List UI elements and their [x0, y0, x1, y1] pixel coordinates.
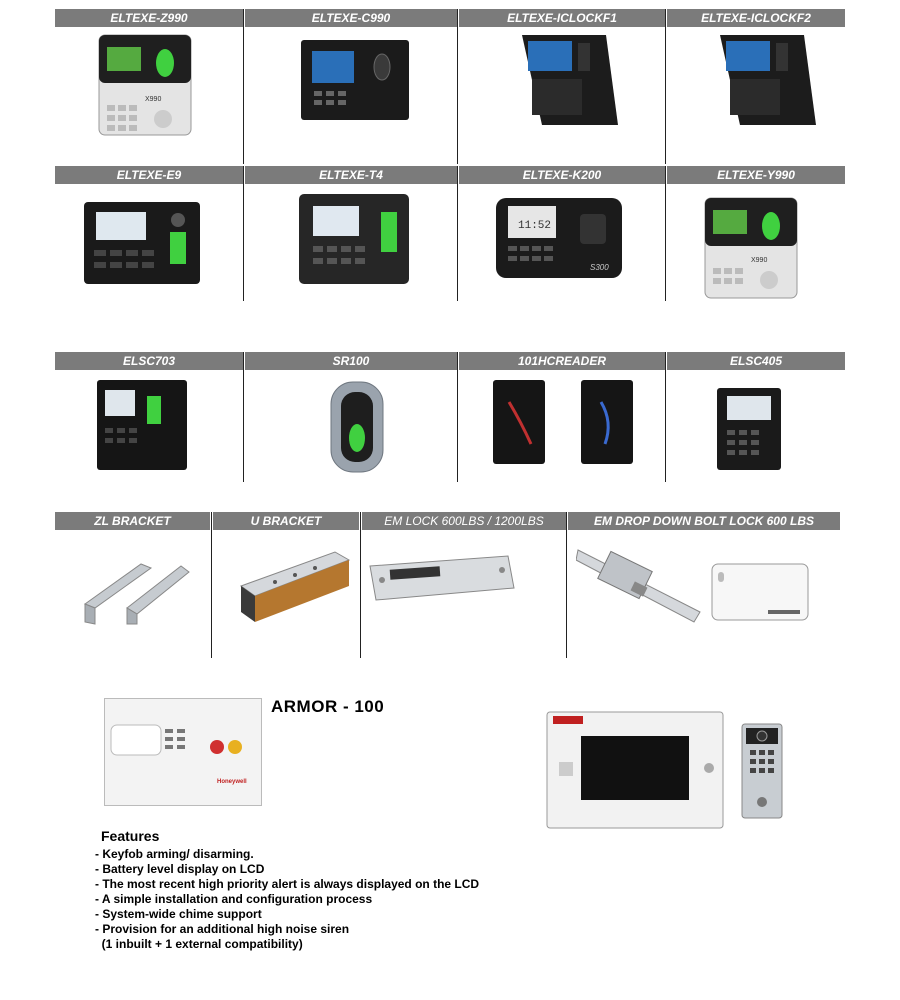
armor-brand-text: Honeywell	[217, 779, 247, 785]
product-image-eltexe-e9	[82, 200, 202, 286]
product-label: SR100	[245, 352, 457, 370]
divider	[243, 9, 244, 164]
video-door-phone-image[interactable]	[545, 710, 725, 830]
product-label: ELTEXE-Y990	[667, 166, 845, 184]
divider	[360, 512, 361, 658]
feature-item: - Provision for an additional high noise siren	[95, 922, 350, 936]
features-heading: Features	[101, 828, 160, 844]
product-image-u-bracket	[235, 546, 355, 626]
divider	[566, 512, 567, 658]
product-row-2	[0, 166, 900, 301]
product-image-elsc405	[715, 386, 785, 474]
product-label: ELTEXE-C990	[245, 9, 457, 27]
door-camera-unit-image[interactable]	[740, 722, 784, 820]
features-list	[95, 847, 615, 952]
product-image-sr100	[327, 380, 387, 476]
feature-item: (1 inbuilt + 1 external compatibility)	[95, 937, 303, 951]
divider	[665, 166, 666, 301]
product-image-em-lock	[368, 552, 518, 604]
device-model-text: X990	[751, 257, 768, 264]
divider	[665, 9, 666, 164]
product-image-eltexe-c990	[300, 39, 410, 124]
product-image-eltexe-iclockf2	[712, 31, 822, 131]
product-cell-eltexe-iclockf2[interactable]	[667, 9, 845, 164]
divider	[243, 166, 244, 301]
product-cell-em-drop-down-bolt-lock[interactable]	[568, 512, 840, 658]
armor-title: ARMOR - 100	[271, 697, 385, 716]
product-cell-eltexe-y990[interactable]	[667, 166, 845, 301]
product-label: EM LOCK 600LBS / 1200LBS	[362, 512, 566, 530]
armor-panel-image[interactable]	[104, 698, 262, 806]
product-image-eltexe-y990	[703, 194, 803, 304]
product-image-eltexe-z990	[97, 31, 197, 141]
product-label: 101HCREADER	[459, 352, 665, 370]
feature-item: - A simple installation and configuration process	[95, 892, 373, 906]
product-label: ZL BRACKET	[55, 512, 210, 530]
product-image-zl-bracket	[81, 546, 191, 626]
product-row-1	[0, 9, 900, 164]
feature-item: - The most recent high priority alert is always displayed on the LCD	[95, 877, 480, 891]
features-section	[95, 828, 615, 952]
product-cell-eltexe-t4[interactable]	[245, 166, 457, 301]
product-cell-zl-bracket[interactable]	[55, 512, 210, 658]
product-label: ELTEXE-ICLOCKF2	[667, 9, 845, 27]
feature-item: - System-wide chime support	[95, 907, 262, 921]
divider	[211, 512, 212, 658]
device-time-text: 11:52	[518, 220, 552, 232]
product-image-eltexe-t4	[297, 192, 412, 288]
divider	[457, 166, 458, 301]
divider	[243, 352, 244, 482]
product-image-eltexe-iclockf1	[514, 31, 624, 131]
product-cell-u-bracket[interactable]	[213, 512, 359, 658]
product-cell-eltexe-c990[interactable]	[245, 9, 457, 164]
product-cell-elsc703[interactable]	[55, 352, 243, 482]
product-cell-eltexe-iclockf1[interactable]	[459, 9, 665, 164]
product-label: ELSC703	[55, 352, 243, 370]
device-model-text: X990	[145, 96, 162, 103]
product-cell-eltexe-e9[interactable]	[55, 166, 243, 301]
product-image-em-drop-down-bolt-lock	[576, 542, 706, 628]
product-image-proximity-card	[710, 562, 810, 624]
product-label: ELTEXE-T4	[245, 166, 457, 184]
product-cell-elsc405[interactable]	[667, 352, 845, 482]
product-image-eltexe-k200	[494, 196, 624, 281]
product-cell-sr100[interactable]	[245, 352, 457, 482]
product-label: U BRACKET	[213, 512, 359, 530]
divider	[665, 352, 666, 482]
device-model-text: S300	[590, 263, 609, 272]
product-cell-101hcreader[interactable]	[459, 352, 665, 482]
product-label: ELTEXE-E9	[55, 166, 243, 184]
feature-item: - Keyfob arming/ disarming.	[95, 847, 254, 861]
product-label: ELSC405	[667, 352, 845, 370]
product-row-4	[0, 512, 900, 658]
product-label: ELTEXE-Z990	[55, 9, 243, 27]
product-cell-em-lock[interactable]	[362, 512, 566, 658]
product-label: ELTEXE-ICLOCKF1	[459, 9, 665, 27]
product-image-elsc703	[95, 378, 190, 474]
product-cell-eltexe-k200[interactable]	[459, 166, 665, 301]
product-row-3	[0, 352, 900, 482]
product-label: EM DROP DOWN BOLT LOCK 600 LBS	[568, 512, 840, 530]
product-cell-eltexe-z990[interactable]	[55, 9, 243, 164]
product-image-101hcreader	[489, 378, 639, 468]
product-label: ELTEXE-K200	[459, 166, 665, 184]
feature-item: - Battery level display on LCD	[95, 862, 265, 876]
divider	[457, 9, 458, 164]
divider	[457, 352, 458, 482]
